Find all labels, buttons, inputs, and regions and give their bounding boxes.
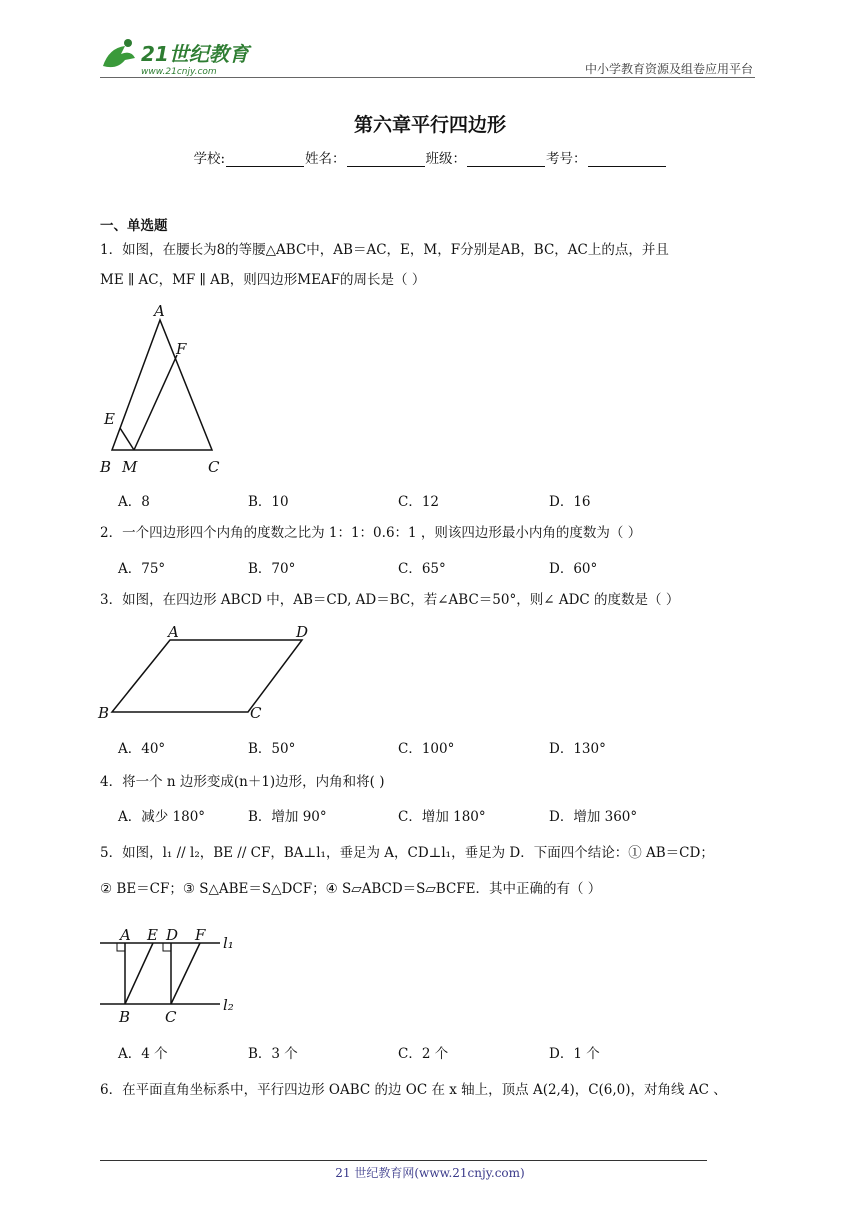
label-c: C (165, 1008, 177, 1026)
header-divider (100, 77, 755, 78)
class-blank[interactable] (467, 152, 545, 167)
question-3-figure (96, 620, 326, 725)
option-c[interactable]: C．100° (398, 741, 455, 757)
question-5-figure (96, 926, 246, 1026)
question-6-line1: 6．在平面直角坐标系中，平行四边形 OABC 的边 OC 在 x 轴上，顶点 A(2,4)，C(6,0)，对角线 AC 、 (100, 1082, 727, 1098)
option-c[interactable]: C．2 个 (398, 1046, 449, 1062)
parallelogram-abcd (112, 640, 302, 712)
label-f: F (195, 926, 206, 944)
label-a: A (168, 623, 179, 641)
segment-cf (171, 943, 200, 1004)
option-a[interactable]: A．8 (118, 494, 150, 510)
question-5 (100, 842, 770, 900)
label-c: C (250, 704, 262, 722)
segment-be (125, 943, 153, 1004)
question-1-figure (96, 300, 226, 480)
option-a[interactable]: A．4 个 (118, 1046, 168, 1062)
question-1-line1: 1．如图，在腰长为8的等腰△ABC中，AB＝AC，E，M，F分别是AB，BC，AC上的点，并且 (100, 242, 669, 258)
option-d[interactable]: D．1 个 (549, 1046, 600, 1062)
name-label: 姓名： (305, 151, 346, 167)
logo-text: 21世纪教育 (141, 42, 249, 66)
option-d[interactable]: D．60° (549, 561, 598, 577)
header-platform-name: 中小学教育资源及组卷应用平台 (584, 62, 753, 76)
option-b[interactable]: B．70° (248, 561, 296, 577)
label-l2: l₂ (223, 996, 234, 1014)
class-label: 班级： (425, 151, 467, 167)
option-b[interactable]: B．3 个 (248, 1046, 298, 1062)
question-6 (100, 1079, 770, 1101)
option-a[interactable]: A．40° (118, 741, 166, 757)
option-b[interactable]: B．50° (248, 741, 296, 757)
option-a[interactable]: A．75° (118, 561, 166, 577)
label-d: D (166, 926, 179, 944)
footer-link[interactable]: 21 世纪教育网(www.21cnjy.com) (335, 1166, 525, 1180)
label-b: B (119, 1008, 131, 1026)
label-m: M (122, 458, 138, 476)
site-logo (95, 36, 265, 78)
label-c: C (208, 458, 220, 476)
question-1 (100, 239, 770, 291)
school-blank[interactable] (226, 152, 304, 167)
right-angle-d (163, 943, 171, 951)
option-b[interactable]: B．10 (248, 494, 289, 510)
segment-em (120, 428, 134, 450)
exam-no-label: 考号： (546, 151, 587, 167)
name-blank[interactable] (347, 152, 425, 167)
question-1-line2: ME ∥ AC，MF ∥ AB，则四边形MEAF的周长是（ ） (100, 272, 426, 288)
question-3-line1: 3．如图，在四边形 ABCD 中，AB＝CD, AD＝BC，若∠ABC＝50°，则∠ ADC 的度数是（ ） (100, 592, 680, 608)
triangle-abc (112, 320, 212, 450)
option-a[interactable]: A．减少 180° (118, 809, 206, 825)
option-d[interactable]: D．130° (549, 741, 606, 757)
question-2-line1: 2．一个四边形四个内角的度数之比为 1：1：0.6：1 ，则该四边形最小内角的度数为（ ） (100, 525, 642, 541)
page-title: 第六章平行四边形 (353, 114, 506, 136)
segment-mf (134, 355, 177, 450)
right-angle-a (117, 943, 125, 951)
label-d: D (296, 623, 309, 641)
student-info-line (0, 147, 860, 167)
label-l1: l₁ (223, 934, 234, 952)
logo-url: www.21cnjy.com (141, 67, 217, 77)
option-c[interactable]: C．增加 180° (398, 809, 486, 825)
label-a: A (154, 302, 165, 320)
label-b: B (98, 704, 110, 722)
question-5-line2: ② BE＝CF；③ S△ABE＝S△DCF；④ S▱ABCD＝S▱BCFE．其中正确的有（ ） (100, 881, 602, 897)
option-d[interactable]: D．增加 360° (549, 809, 638, 825)
label-f: F (176, 340, 187, 358)
section-heading: 一、单选题 (100, 218, 168, 234)
label-e: E (104, 410, 115, 428)
option-d[interactable]: D．16 (549, 494, 591, 510)
question-2 (100, 522, 770, 544)
label-e: E (147, 926, 158, 944)
option-c[interactable]: C．65° (398, 561, 446, 577)
question-4-line1: 4．将一个 n 边形变成(n＋1)边形，内角和将( ) (100, 774, 385, 790)
label-b: B (100, 458, 112, 476)
option-b[interactable]: B．增加 90° (248, 809, 327, 825)
question-4 (100, 771, 770, 793)
option-c[interactable]: C．12 (398, 494, 440, 510)
label-a: A (120, 926, 131, 944)
footer-divider (100, 1160, 707, 1161)
question-5-line1: 5．如图，l₁ // l₂，BE // CF，BA⊥l₁，垂足为 A，CD⊥l₁，垂足为 D．下面四个结论：① AB＝CD； (100, 845, 714, 861)
question-3 (100, 589, 770, 611)
school-label: 学校: (193, 151, 226, 167)
exam-no-blank[interactable] (588, 152, 666, 167)
